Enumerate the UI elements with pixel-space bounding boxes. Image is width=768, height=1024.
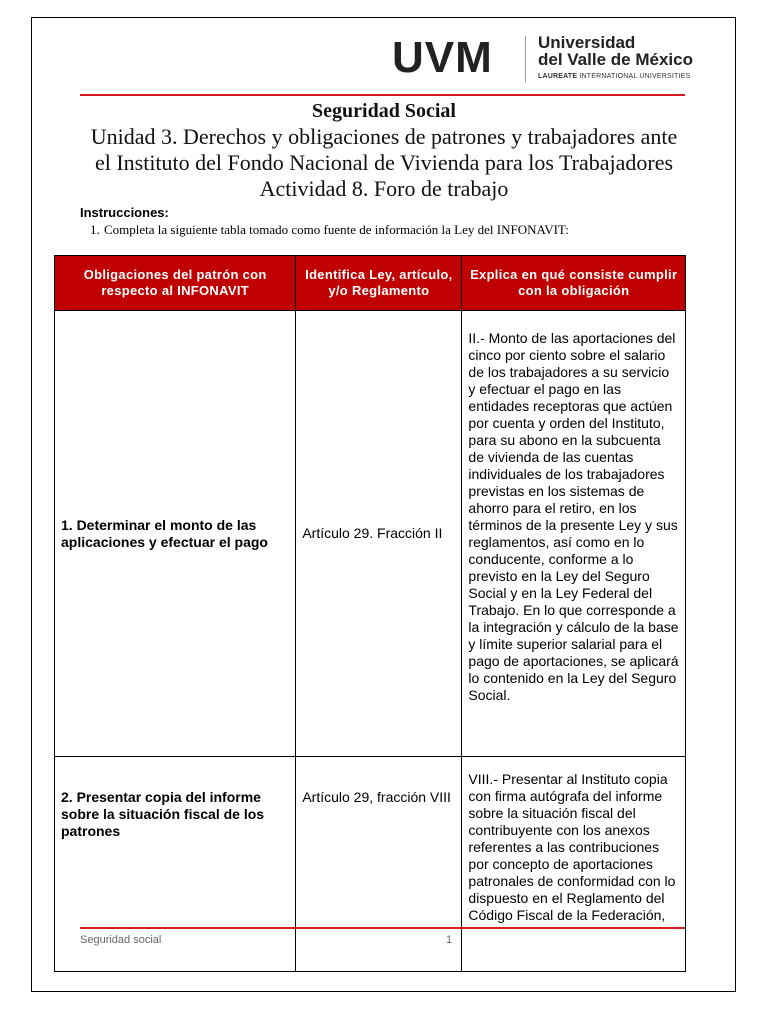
column-header-reference: Identifica Ley, artículo, y/o Reglamento: [296, 256, 462, 311]
footer-label: Seguridad social: [80, 934, 162, 946]
page-number: 1: [446, 934, 453, 946]
reference-cell: [296, 757, 462, 972]
subtitle-line-2: el Instituto del Fondo Nacional de Vivienda para los Trabajadores: [94, 150, 674, 175]
logo-intl: INTERNATIONAL UNIVERSITIES: [577, 73, 691, 80]
obligation-cell: [55, 311, 296, 757]
logo-line-2: del Valle de México: [538, 50, 693, 69]
column-header-obligation: Obligaciones del patrón con respecto al INFONAVIT: [55, 256, 296, 311]
footer-rule: [80, 927, 685, 929]
instruction-number: 1.: [90, 222, 100, 237]
explanation-text: VIII.- Presentar al Instituto copia con firma autógrafa del informe sobre la situación fiscal del contribuyente con los anexos referentes a las contribuciones por concepto de aportaciones patronales de conformidad con lo dispuesto en el Reglamento del Código Fiscal de la Federación,: [468, 771, 676, 923]
explanation-text: II.- Monto de las aportaciones del cinco por ciento sobre el salario de los trabajadores a su servicio y efectuar el pago en las entidades receptoras que actúen por cuenta y orden del Instituto, para su abono en la subcuenta de vivienda de las cuentas individuales de los trabajadores previstas en los sistemas de ahorro para el retiro, en los términos de la presente Ley y sus reglamentos, así como en lo conducente, conforme a lo previsto en la Ley del Seguro Social y en la Ley Federal del Trabajo. En lo que corresponde a la integración y cálculo de la base y límite superior salarial para el pago de aportaciones, se aplicará lo contenido en la Ley del Seguro Social.: [468, 330, 679, 703]
reference-cell: [296, 311, 462, 757]
reference-text: Artículo 29. Fracción II: [302, 525, 443, 541]
document-title: Seguridad Social: [312, 100, 456, 122]
logo-wordmark: UVM: [392, 33, 493, 82]
instruction-text: Completa la siguiente tabla tomado como fuente de información la Ley del INFONAVIT:: [104, 222, 569, 237]
logo-divider: [525, 36, 526, 82]
table-row: [55, 311, 686, 757]
table-header-row: [55, 256, 686, 311]
logo-line-3: [538, 73, 690, 80]
obligation-text: 1. Determinar el monto de las aplicaciones y efectuar el pago: [61, 516, 268, 550]
obligations-table: [54, 255, 686, 972]
subtitle-line-1: Unidad 3. Derechos y obligaciones de patrones y trabajadores ante: [90, 124, 678, 149]
instruction-item: [90, 222, 569, 238]
logo-line-1: Universidad: [538, 33, 636, 52]
subtitle-line-3: Actividad 8. Foro de trabajo: [259, 176, 509, 201]
instructions-heading: Instrucciones:: [80, 205, 169, 220]
header-rule: [80, 94, 685, 96]
column-header-explanation: Explica en qué consiste cumplir con la obligación: [462, 256, 686, 311]
logo-laureate: LAUREATE: [538, 73, 578, 80]
explanation-cell: [462, 311, 686, 757]
explanation-cell: [462, 757, 686, 972]
obligation-text: 2. Presentar copia del informe sobre la situación fiscal de los patrones: [61, 789, 265, 839]
reference-text: Artículo 29, fracción VIII: [302, 789, 451, 805]
